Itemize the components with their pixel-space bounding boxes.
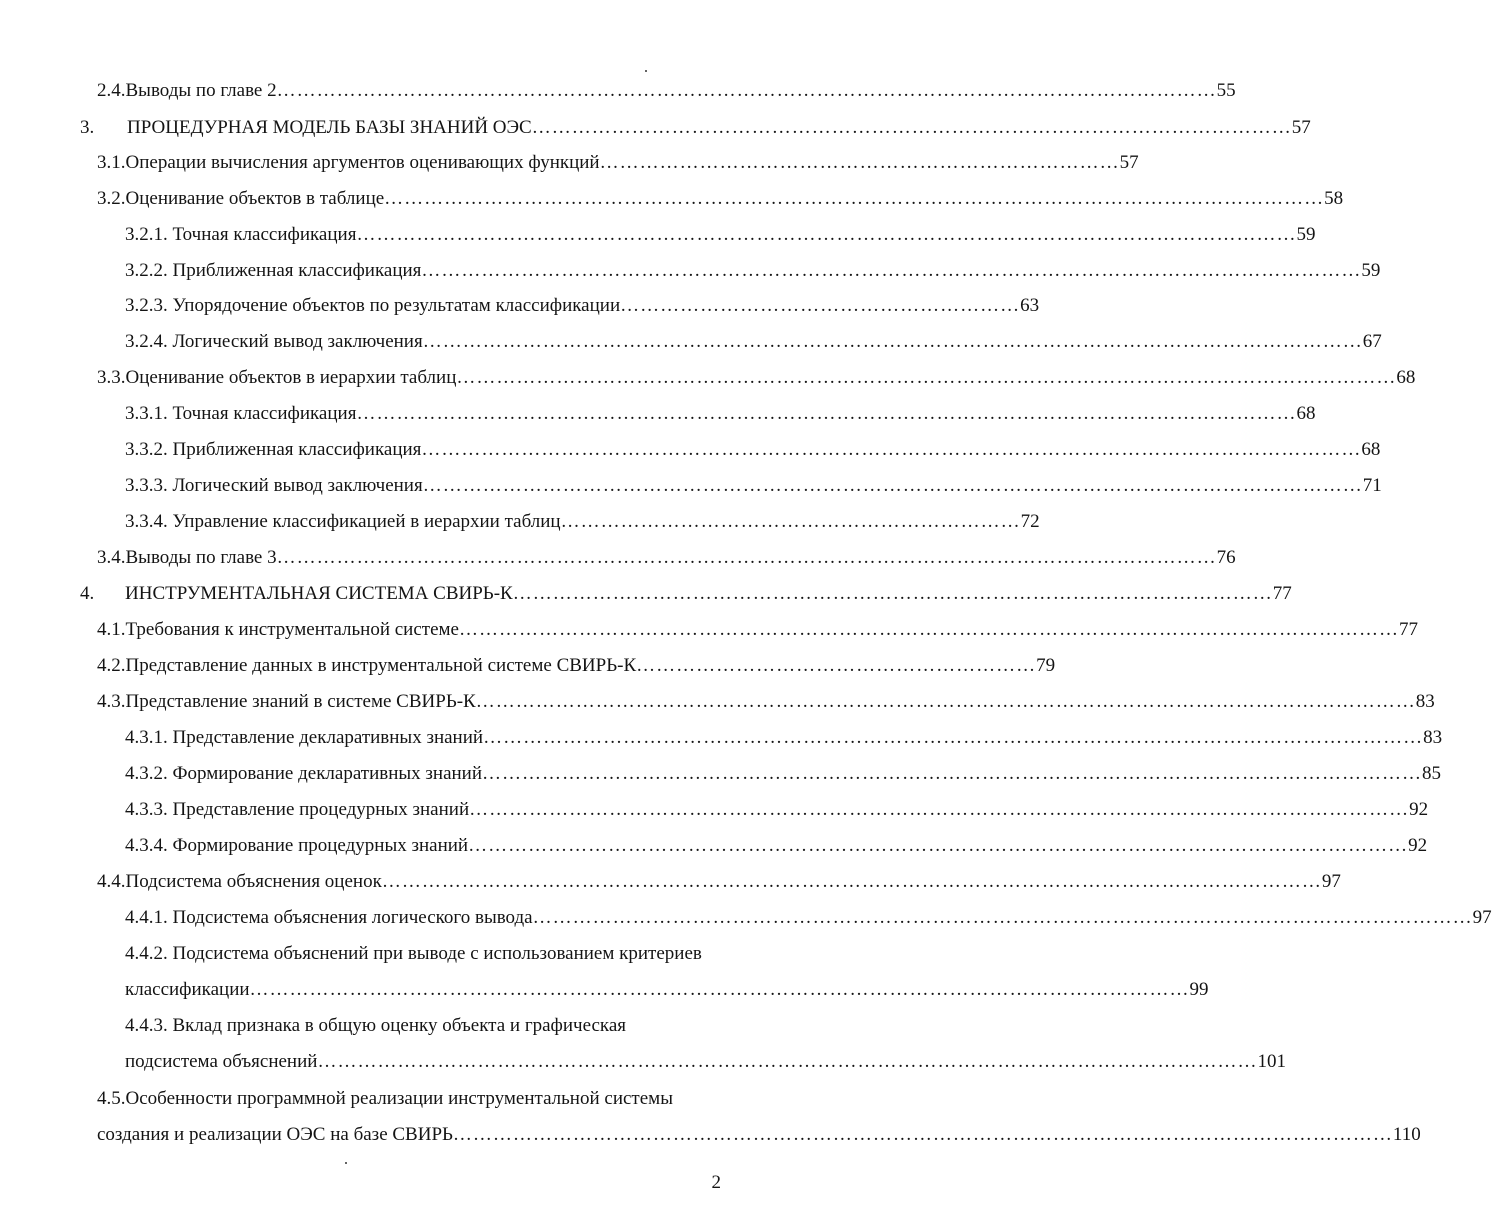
toc-entry-title: подсистема объяснений (125, 1051, 318, 1072)
toc-entry-page: 58 (1324, 188, 1344, 209)
toc-entry-title: 3.2.Оценивание объектов в таблице (97, 188, 385, 209)
toc-entry[interactable] (97, 689, 1435, 715)
toc-entry-title: 4.3.Представление знаний в системе СВИРЬ-К (97, 691, 476, 712)
toc-entry-title: 3.3.1. Точная классификация (125, 403, 357, 424)
toc-entry[interactable] (125, 473, 1382, 499)
toc-entry-title: 3.3.3. Логический вывод заключения (125, 475, 423, 496)
toc-entry-title: 3.3.2. Приближенная классификация (125, 439, 422, 460)
toc-entry-page: 110 (1392, 1124, 1421, 1145)
toc-entry-title: 3.4.Выводы по главе 3 (97, 547, 277, 568)
dot-leader: …………………………………………………………………………………………………………………………… (276, 80, 1217, 101)
toc-entry[interactable] (125, 977, 1209, 1003)
dot-leader: …………………………………………………………………………………………………………………………… (482, 763, 1423, 784)
dot-leader: …………………………………………………………………………………………………………………………… (421, 260, 1362, 281)
toc-entry-chapter[interactable] (125, 581, 1292, 607)
toc-entry[interactable] (125, 1049, 1286, 1075)
dot-leader: …………………………………………………………………………………………………………………………… (483, 727, 1424, 748)
dot-leader: …………………………………………………………………………………………………………………………… (458, 619, 1399, 640)
toc-entry-page: 68 (1296, 403, 1316, 424)
toc-entry-title: 3.2.4. Логический вывод заключения (125, 331, 423, 352)
toc-entry[interactable] (125, 222, 1316, 248)
toc-entry-title: 3.2.3. Упорядочение объектов по результатам классификации (125, 295, 621, 316)
toc-entry[interactable] (125, 761, 1442, 787)
scan-speck (345, 1162, 347, 1164)
toc-entry-page: 57 (1119, 152, 1139, 173)
toc-entry-title: 4.4.Подсистема объяснения оценок (97, 871, 382, 892)
dot-leader: …………………………………………………………………………………………………………………………… (469, 799, 1410, 820)
dot-leader: …………………………………………………………………………………………………………………………… (422, 331, 1363, 352)
dot-leader: …………………………………………………………………………………………………………………………… (356, 403, 1297, 424)
toc-entry-page: 71 (1362, 475, 1382, 496)
toc-entry-page: 101 (1257, 1051, 1286, 1072)
toc-entry-page: 97 (1472, 907, 1492, 928)
dot-leader: …………………………………………………………………………………………………………………………… (422, 475, 1363, 496)
dot-leader: …………………………………………………………………… (599, 152, 1120, 173)
toc-entry-first-line[interactable]: 4.5.Особенности программной реализации инструментальной системы (97, 1088, 673, 1109)
toc-entry-page: 59 (1296, 224, 1316, 245)
dot-leader: …………………………………………………………… (560, 511, 1021, 532)
toc-entry-chapter[interactable] (127, 115, 1311, 141)
toc-entry-title: 4.3.4. Формирование процедурных знаний (125, 835, 469, 856)
toc-entry-title: ПРОЦЕДУРНАЯ МОДЕЛЬ БАЗЫ ЗНАНИЙ ОЭС (127, 117, 532, 138)
toc-entry-first-line[interactable]: 4.4.2. Подсистема объяснений при выводе с использованием критериев (125, 943, 702, 964)
toc-entry[interactable] (125, 833, 1428, 859)
dot-leader: …………………………………………………………………………………………………… (512, 583, 1273, 604)
toc-entry-page: 77 (1398, 619, 1418, 640)
page-number: 2 (711, 1172, 721, 1193)
toc-entry[interactable] (125, 437, 1381, 463)
toc-entry-title: 4.3.1. Представление декларативных знаний (125, 727, 484, 748)
toc-entry-page: 99 (1189, 979, 1209, 1000)
toc-entry-page: 59 (1361, 260, 1381, 281)
toc-entry-page: 77 (1272, 583, 1292, 604)
toc-entry[interactable] (97, 617, 1418, 643)
dot-leader: …………………………………………………………………………………………………………………………… (317, 1051, 1258, 1072)
toc-entry-title: ИНСТРУМЕНТАЛЬНАЯ СИСТЕМА СВИРЬ-К (125, 583, 513, 604)
toc-entry-page: 57 (1291, 117, 1311, 138)
toc-entry-page: 83 (1415, 691, 1435, 712)
toc-entry-page: 68 (1396, 367, 1416, 388)
toc-entry-title: 3.2.1. Точная классификация (125, 224, 357, 245)
dot-leader: …………………………………………………………………………………………………………………………… (468, 835, 1409, 856)
toc-entry[interactable] (125, 797, 1429, 823)
toc-entry-page: 79 (1036, 655, 1056, 676)
toc-entry-page: 67 (1362, 331, 1382, 352)
toc-entry[interactable] (97, 1122, 1421, 1148)
toc-entry-title: создания и реализации ОЭС на базе СВИРЬ (97, 1124, 453, 1145)
toc-entry-title: 2.4.Выводы по главе 2 (97, 80, 277, 101)
toc-entry-page: 76 (1216, 547, 1236, 568)
toc-entry-first-line[interactable]: 4.4.3. Вклад признака в общую оценку объекта и графическая (125, 1015, 627, 1036)
dot-leader: …………………………………………………………………………………………………………………………… (381, 871, 1322, 892)
dot-leader: …………………………………………………………………………………………………………………………… (276, 547, 1217, 568)
toc-entry-page: 97 (1321, 871, 1341, 892)
toc-entry[interactable] (125, 258, 1381, 284)
dot-leader: …………………………………………………………………………………………………… (531, 117, 1292, 138)
toc-entry-title: 4.3.2. Формирование декларативных знаний (125, 763, 483, 784)
dot-leader: …………………………………………………………………………………………………………………………… (421, 439, 1362, 460)
toc-entry[interactable] (97, 186, 1344, 212)
toc-entry[interactable] (97, 869, 1341, 895)
toc-entry[interactable] (97, 545, 1236, 571)
toc-entry-page: 92 (1408, 835, 1428, 856)
toc-entry-page: 55 (1216, 80, 1236, 101)
dot-leader: …………………………………………………………………………………………………………………………… (475, 691, 1416, 712)
toc-entry[interactable] (125, 329, 1382, 355)
toc-entry-title: 3.2.2. Приближенная классификация (125, 260, 422, 281)
toc-entry-title: 3.1.Операции вычисления аргументов оценивающих функций (97, 152, 600, 173)
dot-leader: …………………………………………………………………………………………………………………………… (532, 907, 1473, 928)
toc-entry[interactable] (125, 509, 1040, 535)
toc-entry-page: 68 (1361, 439, 1381, 460)
dot-leader: …………………………………………………………………………………………………………………………… (356, 224, 1297, 245)
chapter-number: 3. (80, 117, 95, 138)
toc-entry-title: 3.3.Оценивание объектов в иерархии таблиц (97, 367, 457, 388)
toc-entry-title: 4.1.Требования к инструментальной системе (97, 619, 459, 640)
toc-entry[interactable] (97, 150, 1139, 176)
toc-entry-page: 63 (1020, 295, 1040, 316)
toc-entry-page: 83 (1423, 727, 1443, 748)
toc-entry[interactable] (97, 653, 1056, 679)
toc-entry-title: 3.3.4. Управление классификацией в иерархии таблиц (125, 511, 561, 532)
toc-entry[interactable] (97, 78, 1236, 104)
toc-entry[interactable] (125, 725, 1443, 751)
toc-entry[interactable] (125, 401, 1316, 427)
toc-entry-title: 4.2.Представление данных в инструментальной системе СВИРЬ-К (97, 655, 637, 676)
dot-leader: …………………………………………………………………………………………………………………………… (384, 188, 1325, 209)
scan-speck (645, 70, 647, 72)
toc-entry[interactable] (97, 365, 1416, 391)
dot-leader: …………………………………………………… (620, 295, 1021, 316)
dot-leader: …………………………………………………………………………………………………………………………… (456, 367, 1397, 388)
toc-entry[interactable] (125, 905, 1492, 931)
dot-leader: …………………………………………………… (636, 655, 1037, 676)
dot-leader: …………………………………………………………………………………………………………………………… (249, 979, 1190, 1000)
toc-entry-page: 72 (1020, 511, 1040, 532)
toc-entry[interactable] (125, 293, 1040, 319)
toc-entry-title: 4.4.1. Подсистема объяснения логического вывода (125, 907, 533, 928)
toc-entry-page: 85 (1422, 763, 1442, 784)
toc-entry-title: 4.3.3. Представление процедурных знаний (125, 799, 470, 820)
dot-leader: …………………………………………………………………………………………………………………………… (452, 1124, 1393, 1145)
chapter-number: 4. (80, 583, 95, 604)
toc-entry-page: 92 (1409, 799, 1429, 820)
toc-entry-title: классификации (125, 979, 250, 1000)
